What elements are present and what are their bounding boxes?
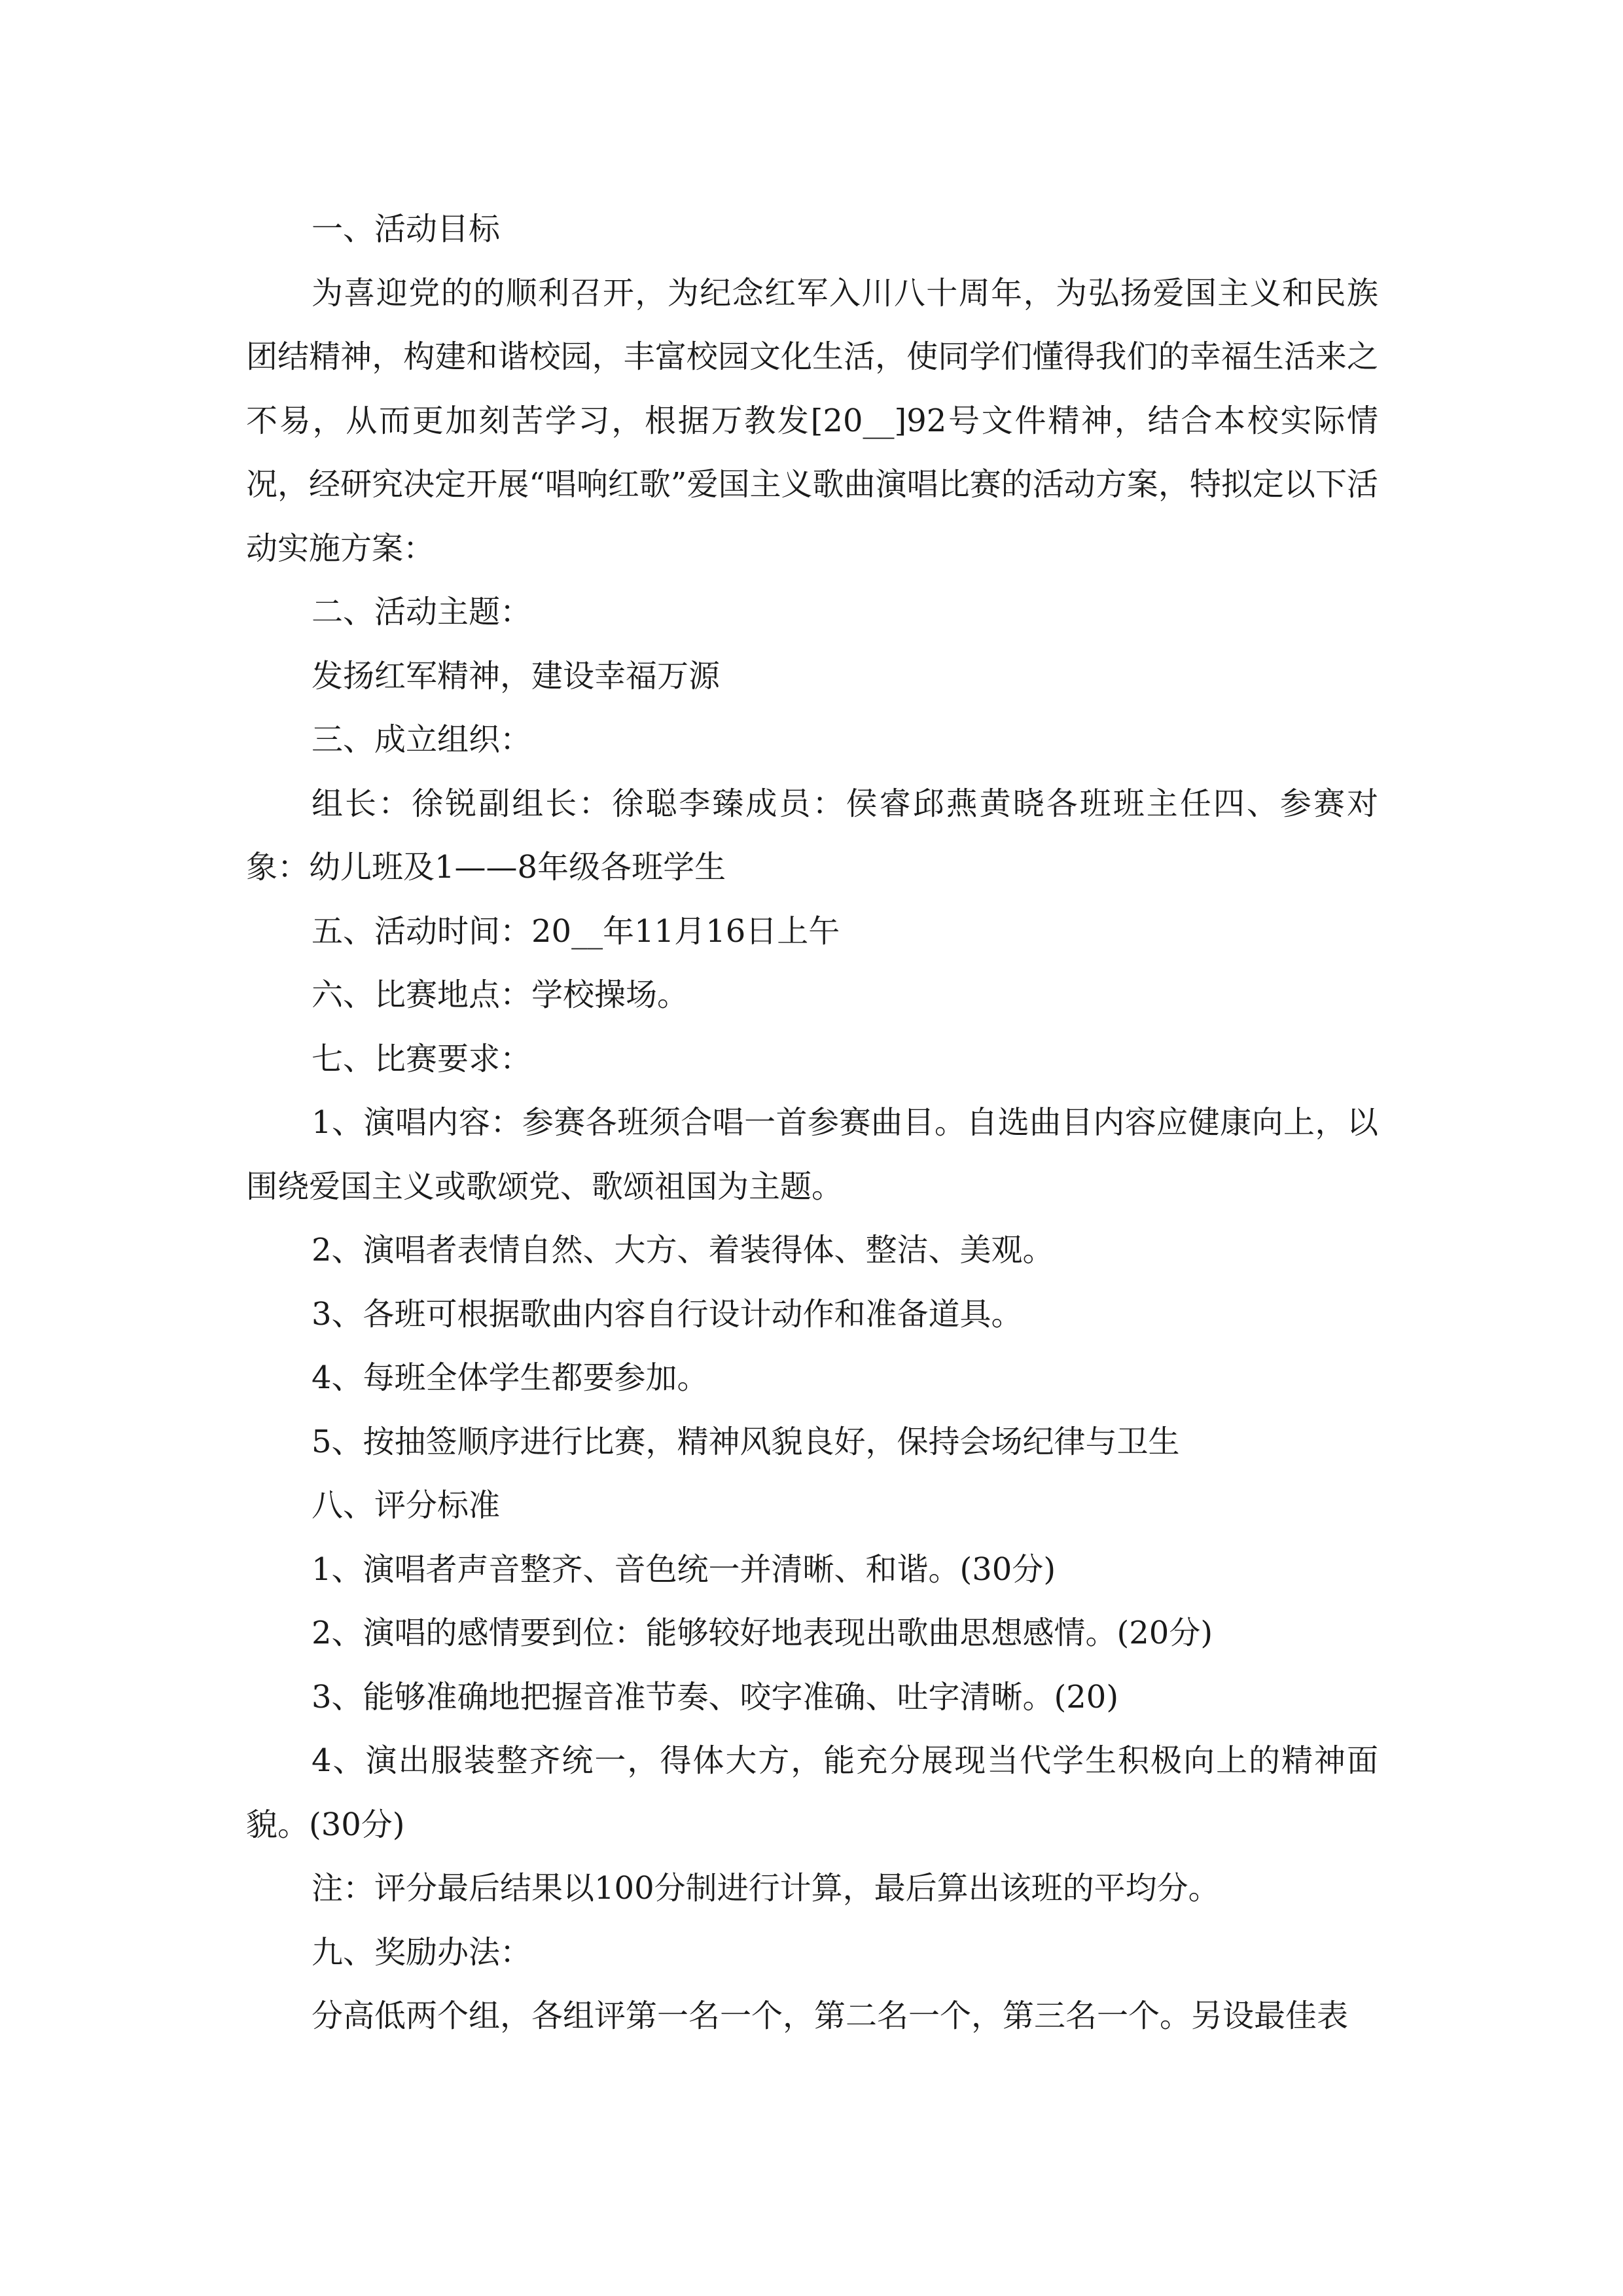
- scoring-item: 4、演出服装整齐统一，得体大方，能充分展现当代学生积极向上的精神面貌。(30分): [246, 1742, 1378, 1843]
- paragraph-activity-time: 五、活动时间：20__年11月16日上午: [312, 912, 840, 950]
- heading-activity-goal: 一、活动目标: [312, 211, 501, 247]
- paragraph-activity-theme: 发扬红军精神，建设幸福万源: [312, 657, 721, 694]
- heading-scoring: 八、评分标准: [312, 1487, 501, 1524]
- scoring-note: 注：评分最后结果以100分制进行计算，最后算出该班的平均分。: [312, 1870, 1220, 1907]
- requirement-item: 2、演唱者表情自然、大方、着装得体、整洁、美观。: [312, 1232, 1054, 1268]
- paragraph-awards: 分高低两个组，各组评第一名一个，第二名一个，第三名一个。另设最佳表: [312, 1998, 1349, 2034]
- heading-requirements: 七、比赛要求：: [312, 1040, 532, 1077]
- paragraph-venue: 六、比赛地点：学校操场。: [312, 977, 689, 1013]
- paragraph-organization: 组长：徐锐副组长：徐聪李臻成员：侯睿邱燕黄晓各班班主任四、参赛对象：幼儿班及1——8年级各班学生: [246, 785, 1378, 886]
- requirement-item: 1、演唱内容：参赛各班须合唱一首参赛曲目。自选曲目内容应健康向上，以围绕爱国主义或歌颂党、歌颂祖国为主题。: [246, 1104, 1378, 1205]
- heading-awards: 九、奖励办法：: [312, 1933, 532, 1971]
- scoring-item: 3、能够准确地把握音准节奏、咬字准确、吐字清晰。(20): [312, 1678, 1119, 1715]
- scoring-item: 2、演唱的感情要到位：能够较好地表现出歌曲思想感情。(20分): [312, 1615, 1213, 1651]
- scoring-item: 1、演唱者声音整齐、音色统一并清晰、和谐。(30分): [312, 1551, 1056, 1588]
- heading-activity-theme: 二、活动主题：: [312, 594, 532, 630]
- requirement-item: 3、各班可根据歌曲内容自行设计动作和准备道具。: [312, 1295, 1023, 1333]
- document-body: [246, 198, 1378, 2049]
- requirement-item: 4、每班全体学生都要参加。: [312, 1359, 709, 1396]
- requirement-item: 5、按抽签顺序进行比赛，精神风貌良好，保持会场纪律与卫生: [312, 1423, 1180, 1460]
- paragraph-activity-goal: 为喜迎党的的顺利召开，为纪念红军入川八十周年，为弘扬爱国主义和民族团结精神，构建和谐校园，丰富校园文化生活，使同学们懂得我们的幸福生活来之不易，从而更加刻苦学习，根据万教发[20__]92号文件精神，结合本校实际情况，经研究决定开展“唱响红歌”爱国主义歌曲演唱比赛的活动方案，特拟定以下活动实施方案：: [246, 274, 1378, 567]
- heading-organization: 三、成立组织：: [312, 721, 532, 758]
